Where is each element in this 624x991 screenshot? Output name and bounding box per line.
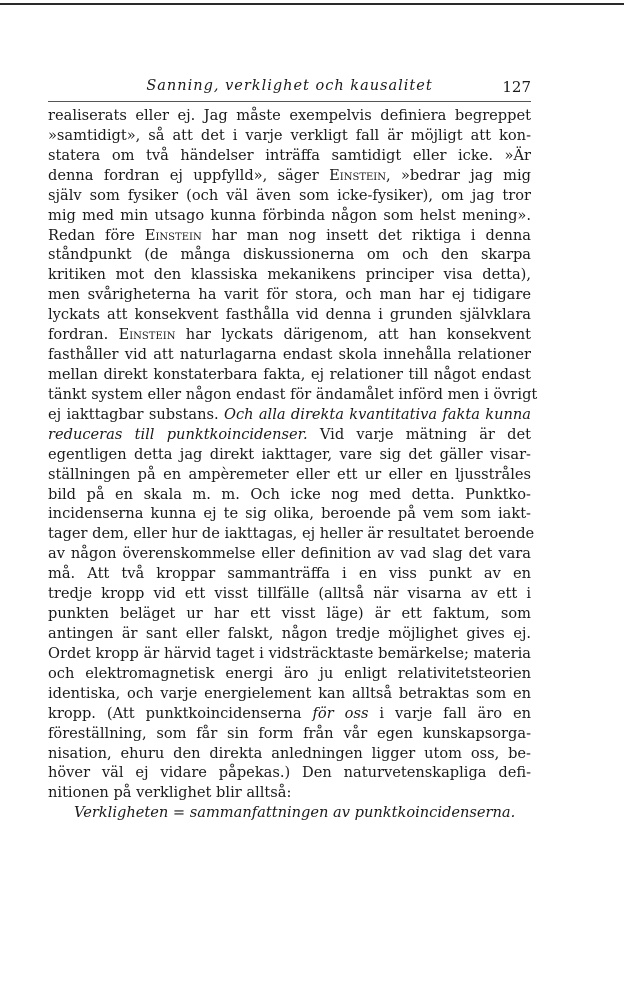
text-line [48,445,531,465]
text-run: i varje fall äro en [368,704,531,722]
author-name: Einstein [118,326,176,344]
text-run: »samtidigt», så att det i varje verkligt fall är möjligt att kon- [48,126,531,144]
text-run: har man nog insett det riktiga i denna [201,226,532,244]
text-run: nisation, ehuru den direkta anledningen ligger utom oss, be- [48,744,531,762]
text-line [48,544,531,564]
text-line [48,604,531,624]
text-line [48,345,531,365]
emphasis-text: för oss [312,704,369,722]
text-line [48,524,535,544]
top-border-rule [0,3,624,5]
text-line [48,644,531,664]
text-line [48,564,531,584]
text-run: mig med min utsago kunna förbinda någon som helst mening». [48,206,531,224]
text-line [48,126,531,146]
text-run: ej iakttagbar substans. [48,405,224,423]
text-run: mellan direkt konstaterbara fakta, ej relationer till något endast [48,365,531,383]
text-run: har lyckats därigenom, att han konsekvent [175,326,531,344]
text-line [48,245,531,265]
text-run: incidenserna kunna ej te sig olika, beroende på vem som iakt- [48,505,531,523]
text-run: och elektromagnetisk energi äro ju enligt relativitetsteorien [48,664,531,682]
running-title: Sanning, verklighet och kausalitet [146,78,433,94]
text-line [48,265,531,285]
text-run: föreställning, som får sin form från vår egen kunskapsorga- [48,724,531,742]
text-line [48,763,531,783]
text-line [48,664,531,684]
text-run: kropp. (Att punktkoincidenserna [48,704,313,722]
text-line [48,146,531,166]
text-run: må. Att två kroppar sammanträffa i en viss punkt av en [48,565,531,583]
text-line [48,385,538,405]
text-line [48,783,531,803]
body-text [48,106,538,823]
page-number: 127 [502,78,531,96]
text-line [48,584,531,604]
text-run: Vid varje mätning är det [307,425,531,443]
text-run: tredje kropp vid ett visst tillfälle (alltså när visarna av ett i [48,585,531,603]
text-run: tager dem, eller hur de iakttagas, ej heller är resultatet beroende [48,525,535,543]
text-line [48,365,531,385]
text-line [48,724,531,744]
text-line [48,744,531,764]
emphasis-text: Och alla direkta kvantitativa fakta kunna [223,405,531,423]
text-run: höver väl ej vidare påpekas.) Den naturvetenskapliga defi- [48,764,531,782]
text-run: statera om två händelser inträffa samtidigt eller icke. »Är [48,146,531,164]
text-run: , »bedrar jag mig [385,166,531,184]
text-line [48,325,531,345]
text-line [48,624,531,644]
text-run: ståndpunkt (de många diskussionerna om och den skarpa [48,246,531,264]
text-line [48,465,531,485]
header-rule [48,101,531,102]
text-run: själv som fysiker (och väl även som icke-fysiker), om jag tror [48,186,531,204]
text-run: lyckats att konsekvent fasthålla vid denna i grunden självklara [48,306,531,324]
text-run: denna fordran ej uppfylld», säger [48,166,330,184]
author-name: Einstein [144,226,202,244]
text-run: bild på en skala m. m. Och icke nog med detta. Punktko- [48,485,531,503]
paragraph [48,106,538,803]
text-run: antingen är sant eller falskt, någon tredje möjlighet gives ej. [48,624,531,642]
emphasis-text: reduceras till punktkoincidenser. [48,425,308,443]
text-line [48,485,531,505]
text-run: fordran. [48,326,119,344]
text-line [48,504,531,524]
text-run: kritiken mot den klassiska mekanikens principer visa detta), [48,266,531,284]
text-run: nitionen på verklighet blir alltså: [48,784,292,802]
text-run: punkten beläget ur har ett visst läge) är ett faktum, som [48,605,531,623]
text-run: Ordet kropp är härvid taget i vidsträcktaste bemärkelse; materia [48,644,531,662]
text-line [48,226,531,246]
text-run: realiserats eller ej. Jag måste exempelvis definiera begreppet [48,107,531,124]
text-line [48,106,531,126]
text-line [48,166,531,186]
text-line [48,405,531,425]
text-run: men svårigheterna ha varit för stora, och man har ej tidigare [48,286,531,304]
text-line [48,206,531,226]
text-line [48,285,531,305]
text-line [48,684,531,704]
text-run: identiska, och varje energielement kan alltså betraktas som en [48,684,531,702]
text-line [48,305,531,325]
text-line [48,186,531,206]
definition-formula: Verkligheten = sammanfattningen av punktkoincidenserna. [74,804,516,822]
text-line [48,704,531,724]
text-run: fasthåller vid att naturlagarna endast skola innehålla relationer [48,346,531,364]
text-run: ställningen på en ampèremeter eller ett ur eller en ljusstråles [48,465,531,483]
text-run: av någon överenskommelse eller definition av vad slag det vara [48,545,531,563]
text-run: Redan före [48,226,145,244]
text-run: egentligen detta jag direkt iakttager, vare sig det gäller visar- [48,445,531,463]
page-header [48,78,531,98]
text-run: tänkt system eller någon endast för ändamålet införd men i övrigt [48,385,538,403]
text-line [48,425,531,445]
author-name: Einstein [329,166,386,184]
